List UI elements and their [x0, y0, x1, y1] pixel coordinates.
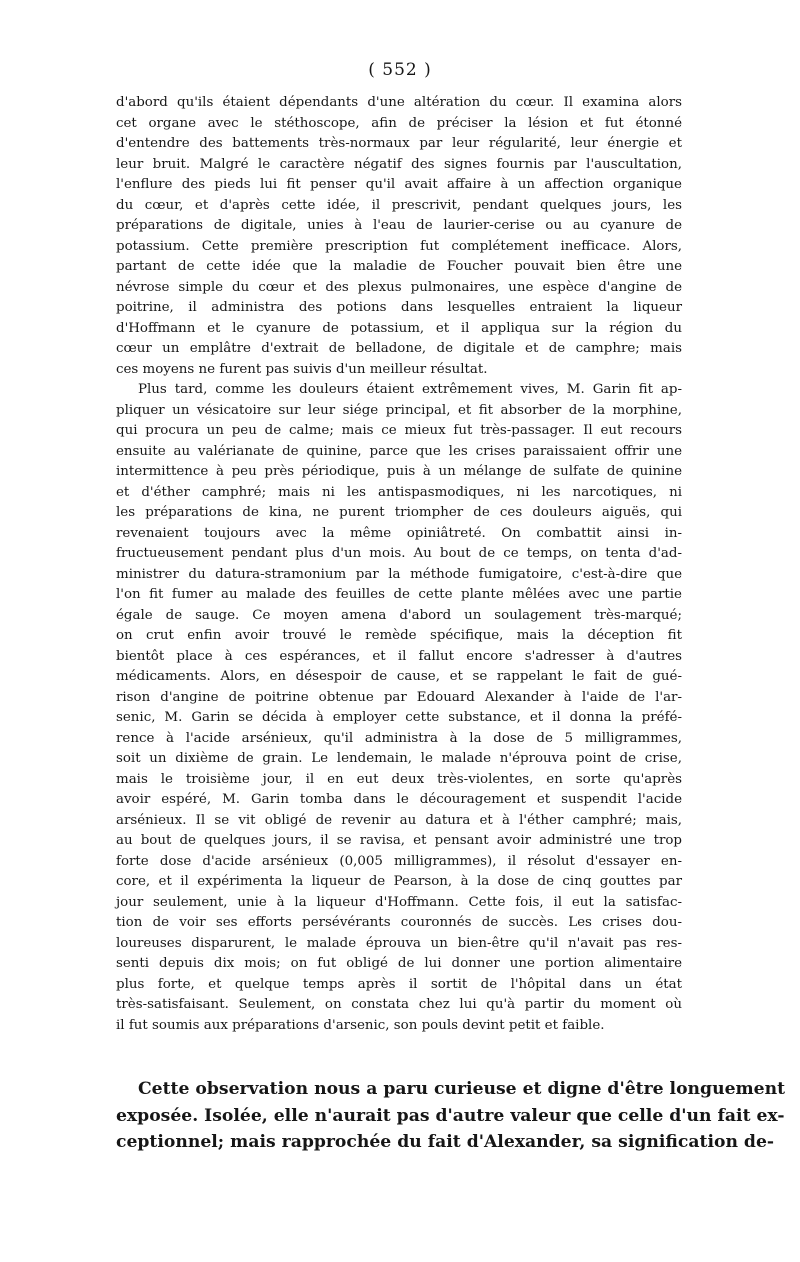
text-line: poitrine, il administra des potions dans lesquelles entraient la liqueur: [116, 300, 682, 315]
text-line: d'entendre des battements très-normaux par leur régularité, leur énergie et: [116, 136, 682, 151]
text-line: d'Hoffmann et le cyanure de potassium, et il appliqua sur la région du: [116, 320, 682, 336]
text-line: et d'éther camphré; mais ni les antispasmodiques, ni les narcotiques, ni: [116, 484, 682, 500]
text-line: Cette observation nous a paru curieuse et digne d'être longuement: [138, 1079, 786, 1099]
text-line: au bout de quelques jours, il se ravisa, et pensant avoir administré une trop: [116, 833, 682, 848]
text-line: loureuses disparurent, le malade éprouva un bien-être qu'il n'avait pas res-: [116, 935, 682, 951]
text-line: préparations de digitale, unies à l'eau de laurier-cerise ou au cyanure de: [116, 218, 682, 233]
text-line: du cœur, et d'après cette idée, il prescrivit, pendant quelques jours, les: [116, 197, 682, 213]
text-line: cœur un emplâtre d'extrait de belladone, de digitale et de camphre; mais: [116, 341, 682, 356]
text-line: intermittence à peu près périodique, puis à un mélange de sulfate de quinine: [116, 464, 682, 479]
text-line: revenaient toujours avec la même opiniâtreté. On combattit ainsi in-: [116, 525, 682, 541]
text-line: rison d'angine de poitrine obtenue par Edouard Alexander à l'aide de l'ar-: [116, 689, 682, 705]
text-line: ministrer du datura-stramonium par la méthode fumigatoire, c'est-à-dire que: [116, 566, 682, 582]
text-line: arsénieux. Il se vit obligé de revenir au datura et à l'éther camphré; mais,: [116, 812, 682, 828]
text-line: mais le troisième jour, il en eut deux très-violentes, en sorte qu'après: [116, 771, 682, 787]
text-line: tion de voir ses efforts persévérants couronnés de succès. Les crises dou-: [116, 915, 682, 930]
text-line: senic, M. Garin se décida à employer cette substance, et il donna la préfé-: [116, 710, 682, 725]
text-line: senti depuis dix mois; on fut obligé de lui donner une portion alimentaire: [116, 956, 682, 971]
text-line: pliquer un vésicatoire sur leur siége principal, et fit absorber de la morphine,: [116, 402, 682, 418]
text-line: core, et il expérimenta la liqueur de Pearson, à la dose de cinq gouttes par: [116, 874, 682, 889]
text-line: ceptionnel; mais rapprochée du fait d'Alexander, sa signification de-: [116, 1132, 775, 1152]
text-line: il fut soumis aux préparations d'arsenic, son pouls devint petit et faible.: [116, 1017, 605, 1033]
page-number: ( 552 ): [368, 60, 432, 80]
text-line: l'enflure des pieds lui fit penser qu'il avait affaire à un affection organique: [116, 177, 682, 192]
text-line: fructueusement pendant plus d'un mois. Au bout de ce temps, on tenta d'ad-: [116, 546, 682, 561]
closing-paragraph: [116, 1076, 786, 1156]
text-line: leur bruit. Malgré le caractère négatif des signes fournis par l'auscultation,: [116, 156, 682, 172]
body-text: [116, 93, 682, 1036]
text-line: avoir espéré, M. Garin tomba dans le découragement et suspendit l'acide: [116, 792, 682, 807]
text-line: on crut enfin avoir trouvé le remède spécifique, mais la déception fit: [116, 628, 682, 643]
text-line: qui procura un peu de calme; mais ce mieux fut très-passager. Il eut recours: [116, 423, 682, 438]
text-line: forte dose d'acide arsénieux (0,005 milligrammes), il résolut d'essayer en-: [116, 853, 682, 869]
text-line: cet organe avec le stéthoscope, afin de préciser la lésion et fut étonné: [116, 115, 682, 131]
text-line: très-satisfaisant. Seulement, on constata chez lui qu'à partir du moment où: [116, 997, 682, 1012]
text-line: bientôt place à ces espérances, et il fallut encore s'adresser à d'autres: [116, 648, 682, 664]
text-line: jour seulement, unie à la liqueur d'Hoffmann. Cette fois, il eut la satisfac-: [116, 894, 682, 910]
text-line: ensuite au valérianate de quinine, parce que les crises paraissaient offrir une: [116, 443, 682, 459]
text-line: rence à l'acide arsénieux, qu'il administra à la dose de 5 milligrammes,: [116, 730, 682, 746]
text-line: plus forte, et quelque temps après il sortit de l'hôpital dans un état: [116, 976, 682, 992]
text-line: d'abord qu'ils étaient dépendants d'une altération du cœur. Il examina alors: [116, 95, 682, 110]
text-line: potassium. Cette première prescription fut complétement inefficace. Alors,: [116, 238, 682, 254]
text-line: médicaments. Alors, en désespoir de cause, et se rappelant le fait de gué-: [116, 669, 682, 684]
text-line: égale de sauge. Ce moyen amena d'abord un soulagement très-marqué;: [116, 607, 682, 623]
text-line: névrose simple du cœur et des plexus pulmonaires, une espèce d'angine de: [116, 279, 682, 295]
text-line: partant de cette idée que la maladie de Foucher pouvait bien être une: [116, 259, 682, 274]
text-line: exposée. Isolée, elle n'aurait pas d'autre valeur que celle d'un fait ex-: [116, 1105, 785, 1126]
text-line: soit un dixième de grain. Le lendemain, le malade n'éprouva point de crise,: [116, 751, 682, 766]
text-line: ces moyens ne furent pas suivis d'un meilleur résultat.: [116, 361, 488, 377]
text-line: les préparations de kina, ne purent triompher de ces douleurs aiguës, qui: [116, 505, 682, 520]
text-line: Plus tard, comme les douleurs étaient extrêmement vives, M. Garin fit ap-: [138, 382, 682, 397]
text-line: l'on fit fumer au malade des feuilles de cette plante mêlées avec une partie: [116, 587, 682, 602]
